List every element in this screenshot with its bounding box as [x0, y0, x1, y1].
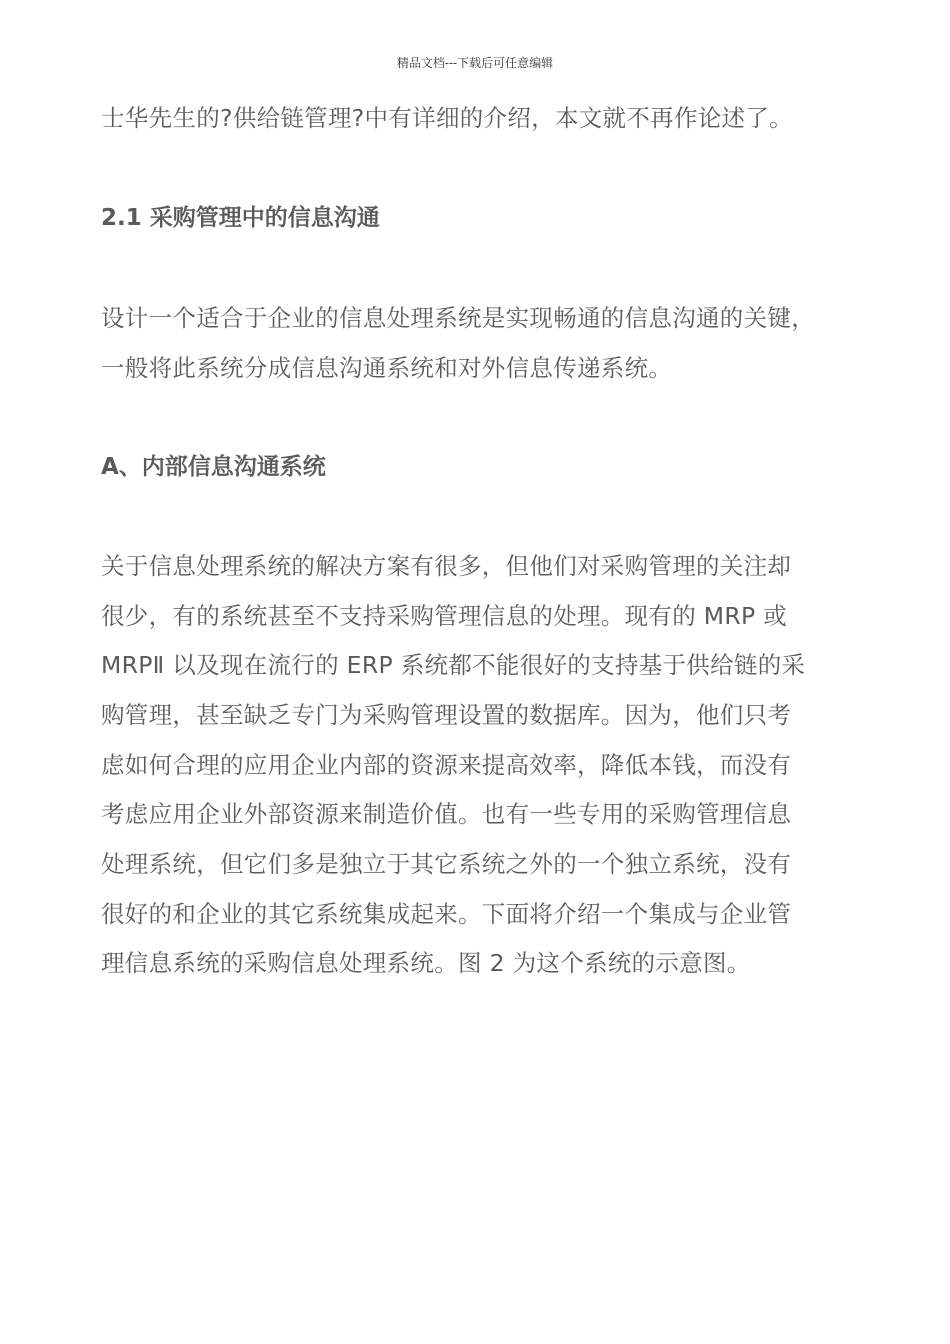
paragraph-line: 虑如何合理的应用企业内部的资源来提高效率，降低本钱，而没有 [101, 751, 792, 779]
paragraph-line: 很好的和企业的其它系统集成起来。下面将介绍一个集成与企业管 [101, 900, 792, 928]
subsection-heading: A、内部信息沟通系统 [101, 454, 326, 480]
paragraph-line: 理信息系统的采购信息处理系统。图 2 为这个系统的示意图。 [101, 949, 751, 977]
section-heading: 2.1 采购管理中的信息沟通 [101, 205, 380, 231]
paragraph-line: MRPⅡ 以及现在流行的 ERP 系统都不能很好的支持基于供给链的采 [101, 651, 806, 679]
paragraph-line: 很少，有的系统甚至不支持采购管理信息的处理。现有的 MRP 或 [101, 602, 788, 630]
header-watermark: 精品文档---下载后可任意编辑 [396, 56, 554, 70]
paragraph-line: 设计一个适合于企业的信息处理系统是实现畅通的信息沟通的关键， [101, 304, 815, 332]
paragraph-line: 一般将此系统分成信息沟通系统和对外信息传递系统。 [101, 354, 673, 382]
intro-line: 士华先生的?供给链管理?中有详细的介绍，本文就不再作论述了。 [101, 104, 793, 132]
paragraph-line: 考虑应用企业外部资源来制造价值。也有一些专用的采购管理信息 [101, 800, 792, 828]
paragraph-line: 处理系统，但它们多是独立于其它系统之外的一个独立系统，没有 [101, 850, 792, 878]
paragraph-line: 关于信息处理系统的解决方案有很多，但他们对采购管理的关注却 [101, 552, 792, 580]
paragraph-line: 购管理，甚至缺乏专门为采购管理设置的数据库。因为，他们只考 [101, 701, 792, 729]
